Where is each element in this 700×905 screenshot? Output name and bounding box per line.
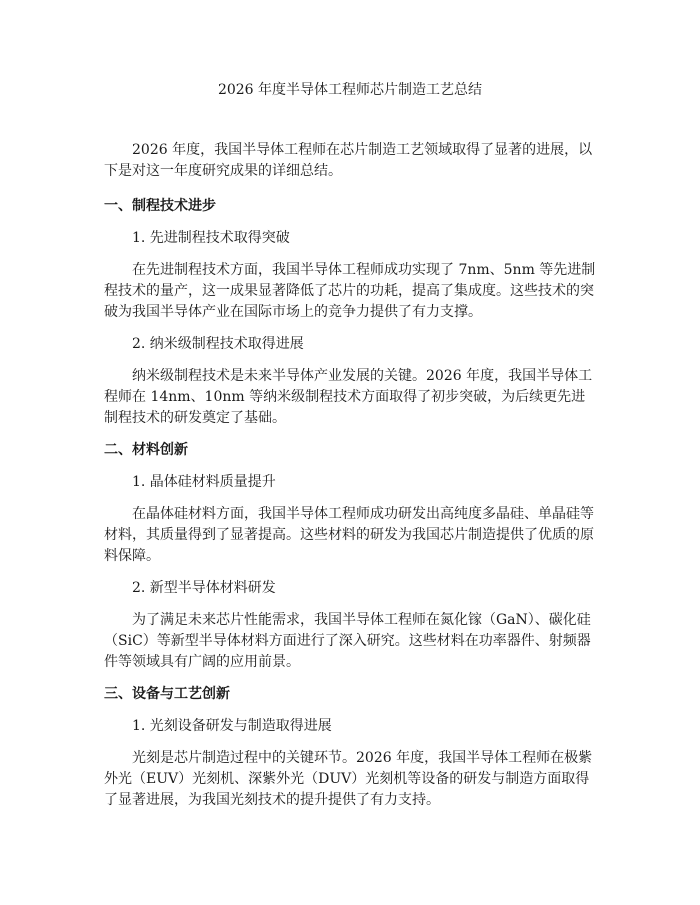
section-material-innovation [104, 440, 598, 673]
subheading: 1. 先进制程技术取得突破 [132, 230, 290, 246]
subheading: 1. 晶体硅材料质量提升 [132, 474, 276, 490]
body-paragraph: 纳米级制程技术是未来半导体产业发展的关键。2026 年度，我国半导体工程师在 14nm、10nm 等纳米级制程技术方面取得了初步突破，为后续更先进制程技术的研发奠定了基础。 [104, 368, 593, 426]
section-heading: 二、材料创新 [104, 442, 188, 458]
body-paragraph: 光刻是芯片制造过程中的关键环节。2026 年度，我国半导体工程师在极紫外光（EUV）光刻机、深紫外光（DUV）光刻机等设备的研发与制造方面取得了显著进展，为我国光刻技术的提升提供了有力支持。 [104, 750, 593, 808]
document-title: 2026 年度半导体工程师芯片制造工艺总结 [217, 82, 483, 98]
body-paragraph: 在先进制程技术方面，我国半导体工程师成功实现了 7nm、5nm 等先进制程技术的量产，这一成果显著降低了芯片的功耗，提高了集成度。这些技术的突破为我国半导体产业在国际市场上的竞争力提供了有力支撑。 [104, 262, 596, 320]
body-paragraph: 在晶体硅材料方面，我国半导体工程师成功研发出高纯度多晶硅、单晶硅等材料，其质量得到了显著提高。这些材料的研发为我国芯片制造提供了优质的原料保障。 [104, 506, 594, 564]
document-body [104, 140, 598, 822]
subheading: 2. 新型半导体材料研发 [132, 580, 276, 596]
section-process-technology [104, 196, 598, 429]
body-paragraph: 为了满足未来芯片性能需求，我国半导体工程师在氮化镓（GaN）、碳化硅（SiC）等新型半导体材料方面进行了深入研究。这些材料在功率器件、射频器件等领域具有广阔的应用前景。 [104, 612, 591, 670]
subheading: 1. 光刻设备研发与制造取得进展 [132, 718, 332, 734]
section-heading: 一、制程技术进步 [104, 198, 216, 214]
subheading: 2. 纳米级制程技术取得进展 [132, 336, 304, 352]
section-heading: 三、设备与工艺创新 [104, 686, 230, 702]
intro-paragraph: 2026 年度，我国半导体工程师在芯片制造工艺领域取得了显著的进展，以下是对这一年度研究成果的详细总结。 [104, 142, 593, 179]
section-equipment-process [104, 684, 598, 811]
